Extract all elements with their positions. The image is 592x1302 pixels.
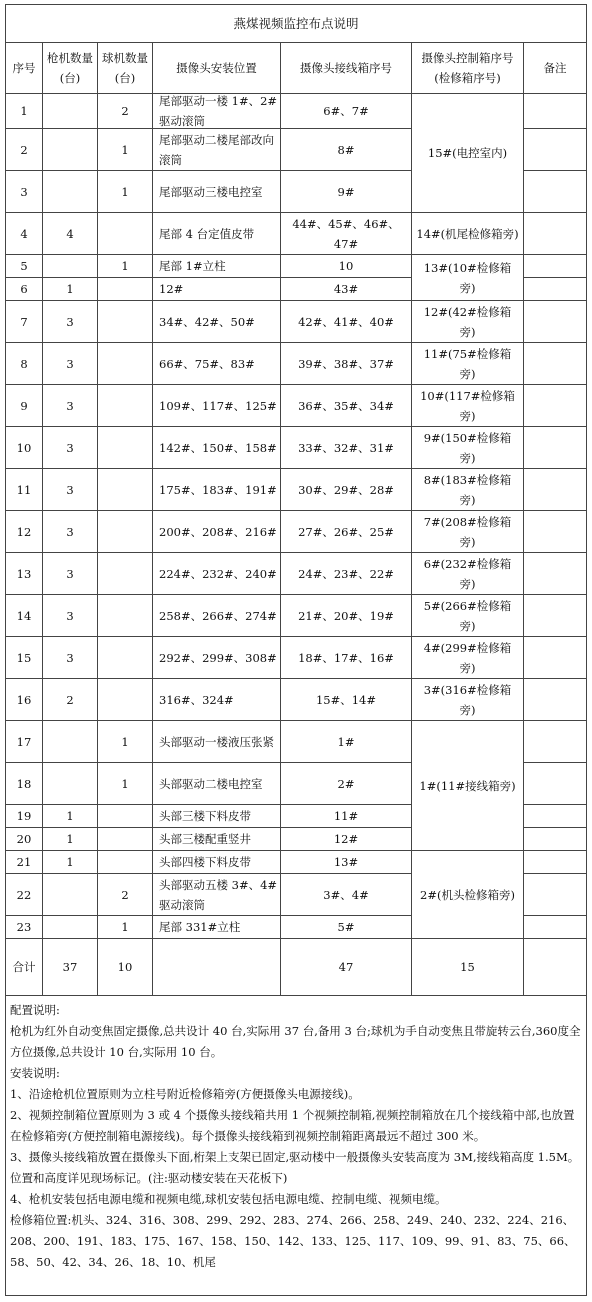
row-junction-box: 9#: [281, 171, 412, 213]
row-location: 258#、266#、274#: [153, 595, 281, 637]
row-ball-count: [98, 301, 153, 343]
row-junction-box: 36#、35#、34#: [281, 385, 412, 427]
header-junction-box: 摄像头接线箱序号: [281, 43, 412, 94]
row-ball-count: [98, 213, 153, 255]
row-gun-count: 3: [43, 469, 98, 511]
row-index: 23: [6, 916, 43, 939]
row-location: 175#、183#、191#: [153, 469, 281, 511]
row-remark: [524, 763, 586, 805]
control-box-cell: 14#(机尾检修箱旁): [412, 213, 524, 255]
row-index: 2: [6, 129, 43, 171]
row-gun-count: 1: [43, 278, 98, 301]
row-gun-count: 4: [43, 213, 98, 255]
note-install-4: 4、枪机安装包括电源电缆和视频电缆,球机安装包括电源电缆、控制电缆、视频电缆。: [10, 1192, 447, 1206]
header-remark: 备注: [524, 43, 586, 94]
control-box-cell: 13#(10#检修箱旁): [412, 255, 524, 301]
row-ball-count: 1: [98, 129, 153, 171]
row-junction-box: 30#、29#、28#: [281, 469, 412, 511]
control-box-cell: 11#(75#检修箱旁): [412, 343, 524, 385]
row-ball-count: [98, 637, 153, 679]
control-box-cell: 1#(11#接线箱旁): [412, 721, 524, 851]
row-remark: [524, 427, 586, 469]
row-junction-box: 27#、26#、25#: [281, 511, 412, 553]
row-index: 14: [6, 595, 43, 637]
row-location: 316#、324#: [153, 679, 281, 721]
row-junction-box: 39#、38#、37#: [281, 343, 412, 385]
row-ball-count: 1: [98, 721, 153, 763]
row-gun-count: 3: [43, 385, 98, 427]
row-junction-box: 3#、4#: [281, 874, 412, 916]
control-box-cell: 4#(299#检修箱旁): [412, 637, 524, 679]
row-location: 66#、75#、83#: [153, 343, 281, 385]
row-ball-count: [98, 427, 153, 469]
row-remark: [524, 385, 586, 427]
total-label: 合计: [6, 939, 43, 996]
row-gun-count: 3: [43, 553, 98, 595]
row-remark: [524, 553, 586, 595]
row-index: 20: [6, 828, 43, 851]
row-location: 尾部 4 台定值皮带: [153, 213, 281, 255]
table-title: 燕煤视频监控布点说明: [6, 5, 586, 43]
total-gun-count: 37: [43, 939, 98, 996]
row-remark: [524, 916, 586, 939]
row-gun-count: [43, 94, 98, 129]
header-control-box: 摄像头控制箱序号(检修箱序号): [412, 43, 524, 94]
row-remark: [524, 301, 586, 343]
header-ball-count: 球机数量(台): [98, 43, 153, 94]
row-location: 尾部 1#立柱: [153, 255, 281, 278]
row-index: 16: [6, 679, 43, 721]
row-location: 头部三楼下料皮带: [153, 805, 281, 828]
row-location: 尾部 331#立柱: [153, 916, 281, 939]
header-index: 序号: [6, 43, 43, 94]
row-junction-box: 5#: [281, 916, 412, 939]
header-location: 摄像头安装位置: [153, 43, 281, 94]
row-gun-count: [43, 763, 98, 805]
note-install-heading: 安装说明:: [10, 1066, 60, 1080]
row-location: 34#、42#、50#: [153, 301, 281, 343]
control-box-cell: 3#(316#检修箱旁): [412, 679, 524, 721]
row-location: 尾部驱动三楼电控室: [153, 171, 281, 213]
row-index: 12: [6, 511, 43, 553]
row-remark: [524, 805, 586, 828]
row-gun-count: 2: [43, 679, 98, 721]
row-gun-count: 1: [43, 828, 98, 851]
row-location: 头部四楼下料皮带: [153, 851, 281, 874]
row-junction-box: 43#: [281, 278, 412, 301]
row-index: 11: [6, 469, 43, 511]
note-maintenance-positions: 检修箱位置:机头、324、316、308、299、292、283、274、266、258、249、240、232、224、216、208、200、191、183、175、167、158、150、142、133、125、117、109、99、91、83、75、66、58、50、42、34、26、18、10、机尾: [10, 1213, 576, 1269]
row-gun-count: [43, 721, 98, 763]
row-remark: [524, 851, 586, 874]
row-ball-count: [98, 343, 153, 385]
note-install-1: 1、沿途枪机位置原则为立柱号附近检修箱旁(方便摄像头电源接线)。: [10, 1087, 360, 1101]
row-gun-count: [43, 129, 98, 171]
notes-section: [6, 997, 586, 1273]
row-index: 3: [6, 171, 43, 213]
row-gun-count: [43, 874, 98, 916]
row-gun-count: 1: [43, 851, 98, 874]
row-gun-count: 3: [43, 427, 98, 469]
row-ball-count: [98, 851, 153, 874]
row-remark: [524, 679, 586, 721]
row-gun-count: 3: [43, 637, 98, 679]
row-location: 12#: [153, 278, 281, 301]
row-junction-box: 33#、32#、31#: [281, 427, 412, 469]
control-box-cell: 15#(电控室内): [412, 94, 524, 213]
control-box-cell: 7#(208#检修箱旁): [412, 511, 524, 553]
total-control-box: 15: [412, 939, 524, 996]
total-remark: [524, 939, 586, 996]
row-location: 尾部驱动一楼 1#、2#驱动滚筒: [153, 94, 281, 129]
row-index: 4: [6, 213, 43, 255]
row-ball-count: [98, 595, 153, 637]
row-gun-count: [43, 255, 98, 278]
row-remark: [524, 343, 586, 385]
control-box-cell: 5#(266#检修箱旁): [412, 595, 524, 637]
row-index: 17: [6, 721, 43, 763]
control-box-cell: 6#(232#检修箱旁): [412, 553, 524, 595]
row-location: 292#、299#、308#: [153, 637, 281, 679]
total-ball-count: 10: [98, 939, 153, 996]
control-box-cell: 2#(机头检修箱旁): [412, 851, 524, 939]
row-gun-count: [43, 916, 98, 939]
row-junction-box: 1#: [281, 721, 412, 763]
row-location: 头部三楼配重竖井: [153, 828, 281, 851]
row-junction-box: 15#、14#: [281, 679, 412, 721]
row-location: 头部驱动五楼 3#、4#驱动滚筒: [153, 874, 281, 916]
row-remark: [524, 874, 586, 916]
row-index: 15: [6, 637, 43, 679]
row-ball-count: [98, 828, 153, 851]
row-location: 尾部驱动二楼尾部改向滚筒: [153, 129, 281, 171]
note-config-heading: 配置说明:: [10, 1003, 60, 1017]
row-junction-box: 10: [281, 255, 412, 278]
row-gun-count: [43, 171, 98, 213]
row-index: 5: [6, 255, 43, 278]
row-junction-box: 42#、41#、40#: [281, 301, 412, 343]
row-index: 7: [6, 301, 43, 343]
row-remark: [524, 828, 586, 851]
row-remark: [524, 171, 586, 213]
row-remark: [524, 213, 586, 255]
row-remark: [524, 721, 586, 763]
control-box-cell: 9#(150#检修箱旁): [412, 427, 524, 469]
row-gun-count: 1: [43, 805, 98, 828]
row-index: 9: [6, 385, 43, 427]
control-box-cell: 10#(117#检修箱旁): [412, 385, 524, 427]
row-ball-count: [98, 469, 153, 511]
row-index: 10: [6, 427, 43, 469]
row-index: 22: [6, 874, 43, 916]
note-install-2: 2、视频控制箱位置原则为 3 或 4 个摄像头接线箱共用 1 个视频控制箱,视频控制箱放在几个接线箱中部,也放置在检修箱旁(方便控制箱电源接线)。每个摄像头接线箱到视频控制箱距离最远不超过 300 米。: [10, 1108, 575, 1143]
row-remark: [524, 469, 586, 511]
row-junction-box: 12#: [281, 828, 412, 851]
control-box-cell: 8#(183#检修箱旁): [412, 469, 524, 511]
row-index: 8: [6, 343, 43, 385]
row-index: 18: [6, 763, 43, 805]
row-remark: [524, 637, 586, 679]
row-remark: [524, 94, 586, 129]
layout-table: [5, 4, 587, 1296]
row-junction-box: 6#、7#: [281, 94, 412, 129]
row-location: 224#、232#、240#: [153, 553, 281, 595]
row-junction-box: 21#、20#、19#: [281, 595, 412, 637]
note-config-text: 枪机为红外自动变焦固定摄像,总共设计 40 台,实际用 37 台,备用 3 台;球机为手自动变焦且带旋转云台,360度全方位摄像,总共设计 10 台,实际用 10 台。: [10, 1024, 581, 1059]
row-ball-count: [98, 511, 153, 553]
row-index: 21: [6, 851, 43, 874]
row-ball-count: 1: [98, 255, 153, 278]
row-ball-count: [98, 805, 153, 828]
row-junction-box: 11#: [281, 805, 412, 828]
row-location: 109#、117#、125#: [153, 385, 281, 427]
row-index: 6: [6, 278, 43, 301]
row-ball-count: [98, 679, 153, 721]
control-box-cell: 12#(42#检修箱旁): [412, 301, 524, 343]
row-index: 1: [6, 94, 43, 129]
row-junction-box: 8#: [281, 129, 412, 171]
total-location: [153, 939, 281, 996]
header-gun-count: 枪机数量(台): [43, 43, 98, 94]
row-junction-box: 13#: [281, 851, 412, 874]
row-location: 头部驱动二楼电控室: [153, 763, 281, 805]
total-junction-box: 47: [281, 939, 412, 996]
row-junction-box: 2#: [281, 763, 412, 805]
row-remark: [524, 595, 586, 637]
row-junction-box: 24#、23#、22#: [281, 553, 412, 595]
row-ball-count: [98, 385, 153, 427]
row-ball-count: 2: [98, 874, 153, 916]
row-junction-box: 18#、17#、16#: [281, 637, 412, 679]
note-install-3: 3、摄像头接线箱放置在摄像头下面,桁架上支架已固定,驱动楼中一般摄像头安装高度为 3M,接线箱高度 1.5M。位置和高度详见现场标记。(注:驱动楼安装在天花板下): [10, 1150, 580, 1185]
row-ball-count: 1: [98, 171, 153, 213]
row-junction-box: 44#、45#、46#、47#: [281, 213, 412, 255]
row-gun-count: 3: [43, 301, 98, 343]
row-index: 19: [6, 805, 43, 828]
row-index: 13: [6, 553, 43, 595]
row-gun-count: 3: [43, 343, 98, 385]
row-gun-count: 3: [43, 595, 98, 637]
row-remark: [524, 278, 586, 301]
row-remark: [524, 129, 586, 171]
row-ball-count: [98, 553, 153, 595]
row-remark: [524, 255, 586, 278]
row-gun-count: 3: [43, 511, 98, 553]
row-location: 142#、150#、158#: [153, 427, 281, 469]
row-ball-count: 2: [98, 94, 153, 129]
row-ball-count: 1: [98, 916, 153, 939]
row-ball-count: [98, 278, 153, 301]
row-remark: [524, 511, 586, 553]
row-ball-count: 1: [98, 763, 153, 805]
row-location: 200#、208#、216#: [153, 511, 281, 553]
row-location: 头部驱动一楼液压张紧: [153, 721, 281, 763]
